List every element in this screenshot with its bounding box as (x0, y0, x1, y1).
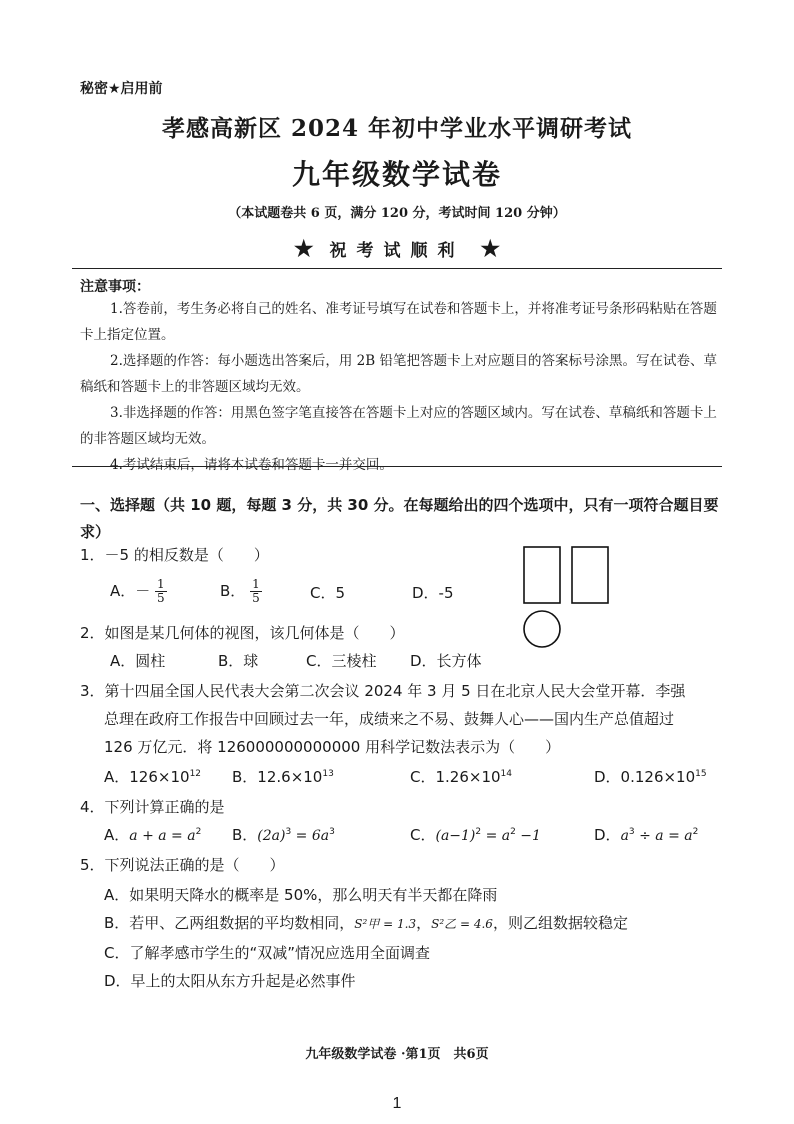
q1-option-c: C．5 (310, 584, 346, 602)
q1-option-a (110, 578, 167, 605)
q5-option-a: A．如果明天降水的概率是 50%，那么明天有半天都在降雨 (104, 886, 498, 904)
star-icon: ★ (293, 236, 314, 262)
q1-option-a-fraction (155, 578, 167, 605)
q2-option-b: B．球 (218, 652, 259, 670)
good-luck-text: 祝考试顺利 (329, 241, 465, 261)
q3-option-b (232, 766, 334, 787)
denominator: 5 (157, 591, 165, 605)
q4-option-a-sup: 2 (195, 827, 202, 837)
star-icon: ★ (480, 236, 501, 262)
question-4-stem: 4．下列计算正确的是 (80, 798, 225, 816)
numerator: 1 (157, 577, 165, 591)
q4-option-c (410, 824, 541, 845)
question-2-stem: 2．如图是某几何体的视图，该几何体是（ ） (80, 624, 405, 642)
front-view-rectangle (524, 547, 560, 603)
notice-list (80, 296, 720, 478)
q4-option-b-expr: (2a) (257, 828, 286, 844)
notice-item: 4.考试结束后，请将本试卷和答题卡一并交回。 (110, 457, 393, 473)
q4-option-b-label: B． (232, 826, 258, 844)
q3-option-c-base: C．1.26×10 (410, 768, 501, 786)
q4-option-a-label: A． (104, 826, 130, 844)
notice-item: 3.非选择题的作答：用黑色签字笔直接答在答题卡上对应的答题区域内。写在试卷、草稿纸和答题卡上的非答题区域均无效。 (80, 405, 717, 447)
question-1-stem: 1．－5 的相反数是（ ） (80, 546, 269, 564)
numerator: 1 (252, 577, 260, 591)
q4-option-c-label: C． (410, 826, 436, 844)
q1-option-d: D．-5 (412, 584, 454, 602)
divider-bottom (72, 466, 722, 467)
q4-option-b-sup2: 3 (329, 827, 335, 837)
section-heading: 一、选择题（共 10 题，每题 3 分，共 30 分。在每题给出的四个选项中，只有一项符合题目要求） (80, 496, 719, 541)
q4-option-b-sup: 3 (285, 827, 292, 837)
q4-option-d-label: D． (594, 826, 621, 844)
q4-option-c-expr: (a−1) (435, 828, 476, 844)
top-view-circle (524, 611, 560, 647)
q4-option-c-end: −1 (515, 828, 541, 844)
paper-note: （本试题卷共 6 页，满分 120 分，考试时间 120 分钟） (228, 206, 566, 221)
q1-option-b-label: B． (220, 582, 246, 600)
q4-option-b-tail: = 6a (291, 828, 330, 844)
q5-option-c: C．了解孝感市学生的“双减”情况应选用全面调查 (104, 944, 431, 962)
question-5-stem: 5．下列说法正确的是（ ） (80, 856, 285, 874)
page-footer: 九年级数学试卷 ·第1页 共6页 (305, 1047, 489, 1062)
paper-title: 九年级数学试卷 (291, 158, 502, 191)
divider-top (72, 268, 722, 269)
q5-option-b: B．若甲、乙两组数据的平均数相同，S²甲 = 1.3，S²乙 = 4.6，则乙组数据较稳定 (104, 914, 628, 932)
q3-option-d-base: D．0.126×10 (594, 768, 696, 786)
q4-option-d-sup2: 2 (692, 827, 699, 837)
q2-option-c: C．三棱柱 (306, 652, 377, 670)
q2-option-d: D．长方体 (410, 652, 482, 670)
q3-option-a (104, 766, 201, 787)
q1-option-b-fraction (250, 578, 262, 605)
q1-option-b (220, 578, 262, 605)
q5-option-b-variance-yi: S²乙 = 4.6 (431, 917, 493, 931)
side-view-rectangle (572, 547, 608, 603)
page-number: 1 (392, 1095, 402, 1112)
q3-option-a-exponent: 12 (189, 769, 202, 779)
q3-option-c (410, 766, 512, 787)
three-view-figure (515, 540, 615, 650)
notice-title: 注意事项： (80, 279, 150, 295)
q3-option-d-exponent: 15 (695, 769, 707, 779)
secret-label: 秘密★启用前 (80, 81, 163, 97)
q3-option-a-base: A．126×10 (104, 768, 190, 786)
q4-option-c-sup2: 2 (510, 827, 516, 837)
question-3-line-3: 126 万亿元．将 126000000000000 用科学记数法表示为（ ） (104, 738, 561, 756)
q2-option-a: A．圆柱 (110, 652, 166, 670)
notice-item: 1.答卷前，考生务必将自己的姓名、准考证号填写在试卷和答题卡上，并将准考证号条形码粘贴在答题卡上指定位置。 (80, 301, 717, 343)
question-3-line-2: 总理在政府工作报告中回顾过去一年，成绩来之不易、鼓舞人心——国内生产总值超过 (104, 710, 675, 728)
q4-option-a-expr: a + a = a (129, 828, 196, 844)
q4-option-a (104, 824, 201, 845)
q1-option-a-label: A．－ (110, 582, 151, 600)
q4-option-c-tail: = a (481, 828, 511, 844)
denominator: 5 (252, 591, 260, 605)
exam-title: 孝感高新区 2024 年初中学业水平调研考试 (161, 115, 633, 142)
q5-option-b-variance-jia: S²甲 = 1.3 (354, 917, 417, 931)
q3-option-d (594, 766, 707, 787)
q4-option-d (594, 824, 698, 845)
q4-option-b (232, 824, 335, 845)
q5-option-b-suffix: ，则乙组数据较稳定 (492, 914, 628, 932)
question-3-line-1: 3．第十四届全国人民代表大会第二次会议 2024 年 3 月 5 日在北京人民大会堂开幕．李强 (80, 682, 686, 700)
q4-option-d-sup: 3 (628, 827, 635, 837)
good-luck-banner (0, 236, 794, 262)
q3-option-b-base: B．12.6×10 (232, 768, 323, 786)
q4-option-d-expr: a (620, 828, 629, 844)
q3-option-b-exponent: 13 (322, 769, 334, 779)
q5-option-b-prefix: B．若甲、乙两组数据的平均数相同， (104, 914, 355, 932)
q4-option-d-tail: ÷ a = a (634, 828, 693, 844)
q3-option-c-exponent: 14 (500, 769, 512, 779)
q5-option-d: D．早上的太阳从东方升起是必然事件 (104, 972, 356, 990)
q4-option-c-sup: 2 (475, 827, 482, 837)
notice-item: 2.选择题的作答：每小题选出答案后，用 2B 铅笔把答题卡上对应题目的答案标号涂黑。写在试卷、草稿纸和答题卡上的非答题区域均无效。 (80, 353, 717, 395)
